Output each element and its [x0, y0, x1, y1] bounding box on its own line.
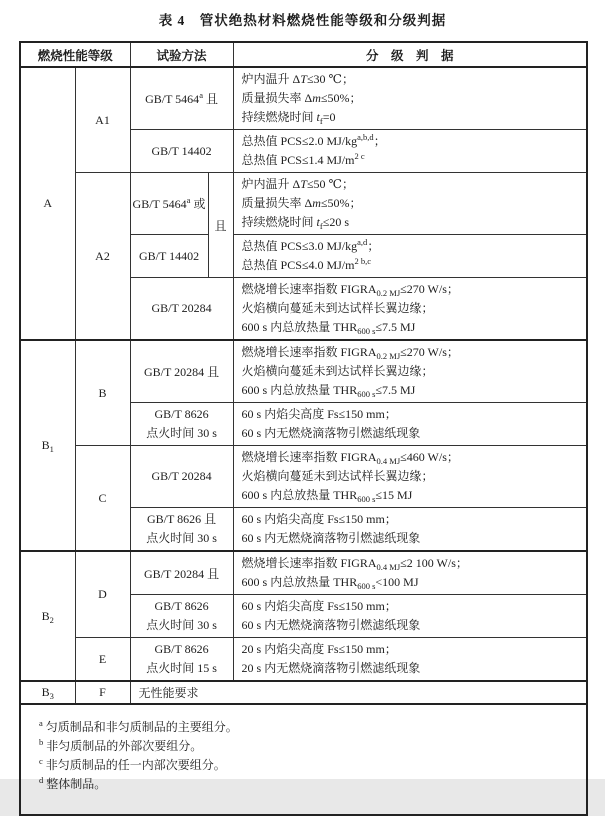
- criteria-cell-b-2: [233, 403, 587, 446]
- table-row: [20, 340, 587, 403]
- table-row: [20, 67, 587, 130]
- table-header-row: [20, 42, 587, 67]
- criteria-line: 60 s 内焰尖高度 Fs≤150 mm；: [241, 407, 397, 421]
- method-line: 点火时间 30 s: [146, 426, 217, 440]
- table-row: [20, 638, 587, 682]
- footnote-text: 非匀质制品的任一内部次要组分。: [45, 758, 226, 772]
- criteria-line: 火焰横向蔓延未到达试样长翼边缘；: [241, 301, 434, 315]
- footnote-marker: b: [39, 737, 44, 747]
- criteria-cell-f: 无性能要求: [130, 681, 587, 704]
- criteria-line: 600 s 内总放热量 $THR_{600 s}\le 7.5$ MJ: [241, 320, 416, 336]
- footnote-text: 匀质制品和非匀质制品的主要组分。: [45, 720, 238, 734]
- method-cell-a1-2: GB/T 14402: [130, 130, 233, 173]
- footnote-line: [39, 737, 578, 756]
- method-cell-c-2: [130, 508, 233, 552]
- method-line: GB/T 8626: [154, 407, 209, 421]
- criteria-line: 20 s 内无燃烧滴落物引燃滤纸现象: [241, 661, 421, 675]
- criteria-line: 总热值 PCS≤1.4 $MJ/m^{2 c}$: [241, 151, 365, 167]
- table-row: [20, 681, 587, 704]
- criteria-line: 60 s 内焰尖高度 Fs≤150 mm；: [241, 512, 397, 526]
- group-cell-a: A: [20, 67, 75, 340]
- method-cell-d-1: GB/T 20284 且: [130, 551, 233, 595]
- criteria-line: 60 s 内无燃烧滴落物引燃滤纸现象: [241, 618, 421, 632]
- group-cell-b3: $B_3$: [20, 681, 75, 704]
- grade-cell-a1: A1: [75, 67, 130, 173]
- criteria-cell-c-1: [233, 446, 587, 508]
- method-cell-a1-1: GB/T 5464$^a$ 且: [130, 67, 233, 130]
- method-cell-a2-3: GB/T 20284: [130, 278, 233, 341]
- footnote-marker: d: [39, 775, 44, 785]
- method-cell-a2-1: GB/T 5464$^a$ 或: [130, 173, 208, 235]
- criteria-cell-a1-2: [233, 130, 587, 173]
- method-cell-b-1: GB/T 20284 且: [130, 340, 233, 403]
- criteria-line: 60 s 内无燃烧滴落物引燃滤纸现象: [241, 531, 421, 545]
- criteria-line: 60 s 内焰尖高度 Fs≤150 mm；: [241, 599, 397, 613]
- method-cell-d-2: [130, 595, 233, 638]
- criteria-line: 600 s 内总放热量 $THR_{600 s}\le 15$ MJ: [241, 488, 413, 504]
- criteria-cell-a2-1: [233, 173, 587, 235]
- table-row: [20, 446, 587, 508]
- criteria-cell-a1-1: [233, 67, 587, 130]
- method-line: 点火时间 15 s: [146, 661, 217, 675]
- criteria-cell-c-2: [233, 508, 587, 552]
- criteria-line: 火焰横向蔓延未到达试样长翼边缘；: [241, 364, 434, 378]
- criteria-line: 燃烧增长速率指数 $FIGRA_{0.4 MJ}\le 2$ 100 W/s；: [241, 556, 468, 572]
- table-row: [20, 173, 587, 235]
- footnote-line: [39, 775, 578, 794]
- criteria-line: 质量损失率 Δm≤50%；: [241, 196, 362, 210]
- criteria-line: 持续燃烧时间 $t_f=0$: [241, 110, 336, 126]
- method-line: GB/T 8626 且: [146, 512, 217, 526]
- grade-cell-a2: A2: [75, 173, 130, 341]
- method-line: 点火时间 30 s: [146, 531, 217, 545]
- criteria-line: 总热值 PCS≤3.0 MJ/kg$^{a,d}$；: [241, 237, 380, 253]
- criteria-line: 炉内温升 ΔT≤30 ℃；: [241, 72, 354, 86]
- criteria-cell-b-1: [233, 340, 587, 403]
- footnotes-cell: [20, 704, 587, 815]
- grade-cell-e: E: [75, 638, 130, 682]
- criteria-line: 炉内温升 ΔT≤50 ℃；: [241, 177, 354, 191]
- header-grade-column: 燃烧性能等级: [20, 42, 130, 67]
- method-cell-a2-2: GB/T 14402: [130, 235, 208, 278]
- grade-cell-d: D: [75, 551, 130, 638]
- criteria-cell-e-1: [233, 638, 587, 682]
- criteria-line: 20 s 内焰尖高度 Fs≤150 mm；: [241, 642, 397, 656]
- group-cell-b2: $B_2$: [20, 551, 75, 681]
- method-line: 点火时间 30 s: [146, 618, 217, 632]
- joiner-cell-a2: 且: [208, 173, 233, 278]
- footnote-marker: c: [39, 756, 43, 766]
- table-row: [20, 551, 587, 595]
- footnotes-row: [20, 704, 587, 815]
- classification-table: [19, 41, 588, 816]
- criteria-line: 600 s 内总放热量 $THR_{600 s}\le 7.5$ MJ: [241, 383, 416, 399]
- footnote-marker: a: [39, 718, 43, 728]
- criteria-line: 持续燃烧时间 $t_f\le 20$ s: [241, 215, 349, 231]
- criteria-line: 总热值 PCS≤4.0 $MJ/m^{2 b,c}$: [241, 256, 372, 272]
- footnote-line: [39, 756, 578, 775]
- criteria-cell-d-1: [233, 551, 587, 595]
- criteria-line: 600 s 内总放热量 $THR_{600 s}<100$ MJ: [241, 575, 419, 591]
- table-title: 表 4 管状绝热材料燃烧性能等级和分级判据: [158, 13, 447, 28]
- criteria-line: 质量损失率 Δm≤50%；: [241, 91, 362, 105]
- grade-cell-b: B: [75, 340, 130, 446]
- criteria-cell-a2-2: [233, 235, 587, 278]
- footnote-text: 非匀质制品的外部次要组分。: [46, 739, 203, 753]
- criteria-line: 总热值 PCS≤2.0 MJ/kg$^{a,b,d}$；: [241, 132, 386, 148]
- group-cell-b1: $B_1$: [20, 340, 75, 551]
- method-cell-e-1: [130, 638, 233, 682]
- criteria-line: 燃烧增长速率指数 $FIGRA_{0.2 MJ}\le 270$ W/s；: [241, 282, 459, 298]
- grade-cell-c: C: [75, 446, 130, 552]
- grade-cell-f: F: [75, 681, 130, 704]
- criteria-line: 燃烧增长速率指数 $FIGRA_{0.2 MJ}\le 270$ W/s；: [241, 345, 459, 361]
- method-line: GB/T 8626: [154, 599, 209, 613]
- criteria-line: 燃烧增长速率指数 $FIGRA_{0.4 MJ}\le 460$ W/s；: [241, 450, 459, 466]
- footnote-line: [39, 718, 578, 737]
- method-cell-c-1: GB/T 20284: [130, 446, 233, 508]
- criteria-line: 60 s 内无燃烧滴落物引燃滤纸现象: [241, 426, 421, 440]
- header-method-column: 试验方法: [130, 42, 233, 67]
- criteria-cell-d-2: [233, 595, 587, 638]
- footnote-text: 整体制品。: [46, 777, 107, 791]
- header-criteria-column: 分 级 判 据: [233, 42, 587, 67]
- method-line: GB/T 8626: [154, 642, 209, 656]
- criteria-line: 火焰横向蔓延未到达试样长翼边缘；: [241, 469, 434, 483]
- method-cell-b-2: [130, 403, 233, 446]
- criteria-cell-a2-3: [233, 278, 587, 341]
